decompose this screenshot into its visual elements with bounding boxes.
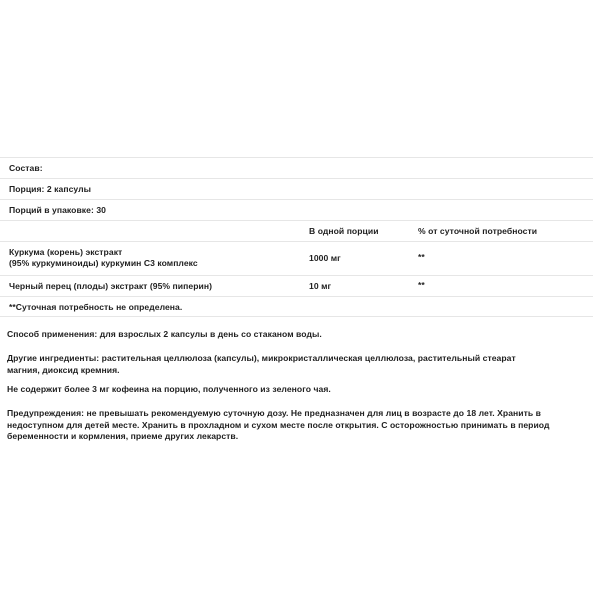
- serving-size-label: Порция: 2 капсулы: [9, 184, 92, 194]
- ingredient-daily-value: **: [418, 252, 425, 262]
- header-per-serving: В одной порции: [309, 226, 379, 236]
- daily-value-footnote: **Суточная потребность не определена.: [9, 302, 183, 312]
- other-ingredients-line2: магния, диоксид кремния.: [7, 364, 120, 375]
- ingredient-name-line1: Куркума (корень) экстракт: [9, 247, 123, 257]
- header-daily-value: % от суточной потребности: [418, 226, 538, 236]
- composition-row: [0, 157, 593, 178]
- table-row: [0, 241, 593, 275]
- other-ingredients-line1: Другие ингредиенты: растительная целлюлоза (капсулы), микрокристаллическая целлюлоза, растительный стеарат: [7, 353, 516, 363]
- ingredient-name-line2: (95% куркуминоиды) куркумин С3 комплекс: [9, 258, 198, 268]
- ingredient-amount: 1000 мг: [309, 253, 341, 263]
- warnings-text: [7, 408, 593, 443]
- other-ingredients-text: [7, 353, 593, 376]
- table-row: [0, 275, 593, 296]
- composition-label: Состав:: [9, 163, 43, 173]
- warnings-line2: недоступном для детей месте. Хранить в прохладном и сухом месте после открытия. С осторожностью принимать в период: [7, 419, 550, 430]
- ingredient-name: [9, 247, 198, 269]
- caffeine-text: Не содержит более 3 мг кофеина на порцию, полученного из зеленого чая.: [7, 384, 331, 394]
- ingredient-daily-value: **: [418, 280, 425, 290]
- ingredient-amount: 10 мг: [309, 281, 332, 291]
- serving-size-row: [0, 178, 593, 199]
- servings-per-container-row: [0, 199, 593, 220]
- ingredient-name: Черный перец (плоды) экстракт (95% пиперин): [9, 281, 212, 291]
- servings-per-container-label: Порций в упаковке: 30: [9, 205, 106, 215]
- warnings-line3: беременности и кормления, приеме других лекарств.: [7, 431, 239, 441]
- footnote-row: [0, 296, 593, 317]
- warnings-line1: Предупреждения: не превышать рекомендуемую суточную дозу. Не предназначен для лиц в возрасте до 18 лет. Хранить в: [7, 408, 541, 418]
- supplement-facts-table: [0, 157, 593, 317]
- usage-text: Способ применения: для взрослых 2 капсулы в день со стаканом воды.: [7, 329, 322, 339]
- table-header-row: [0, 220, 593, 241]
